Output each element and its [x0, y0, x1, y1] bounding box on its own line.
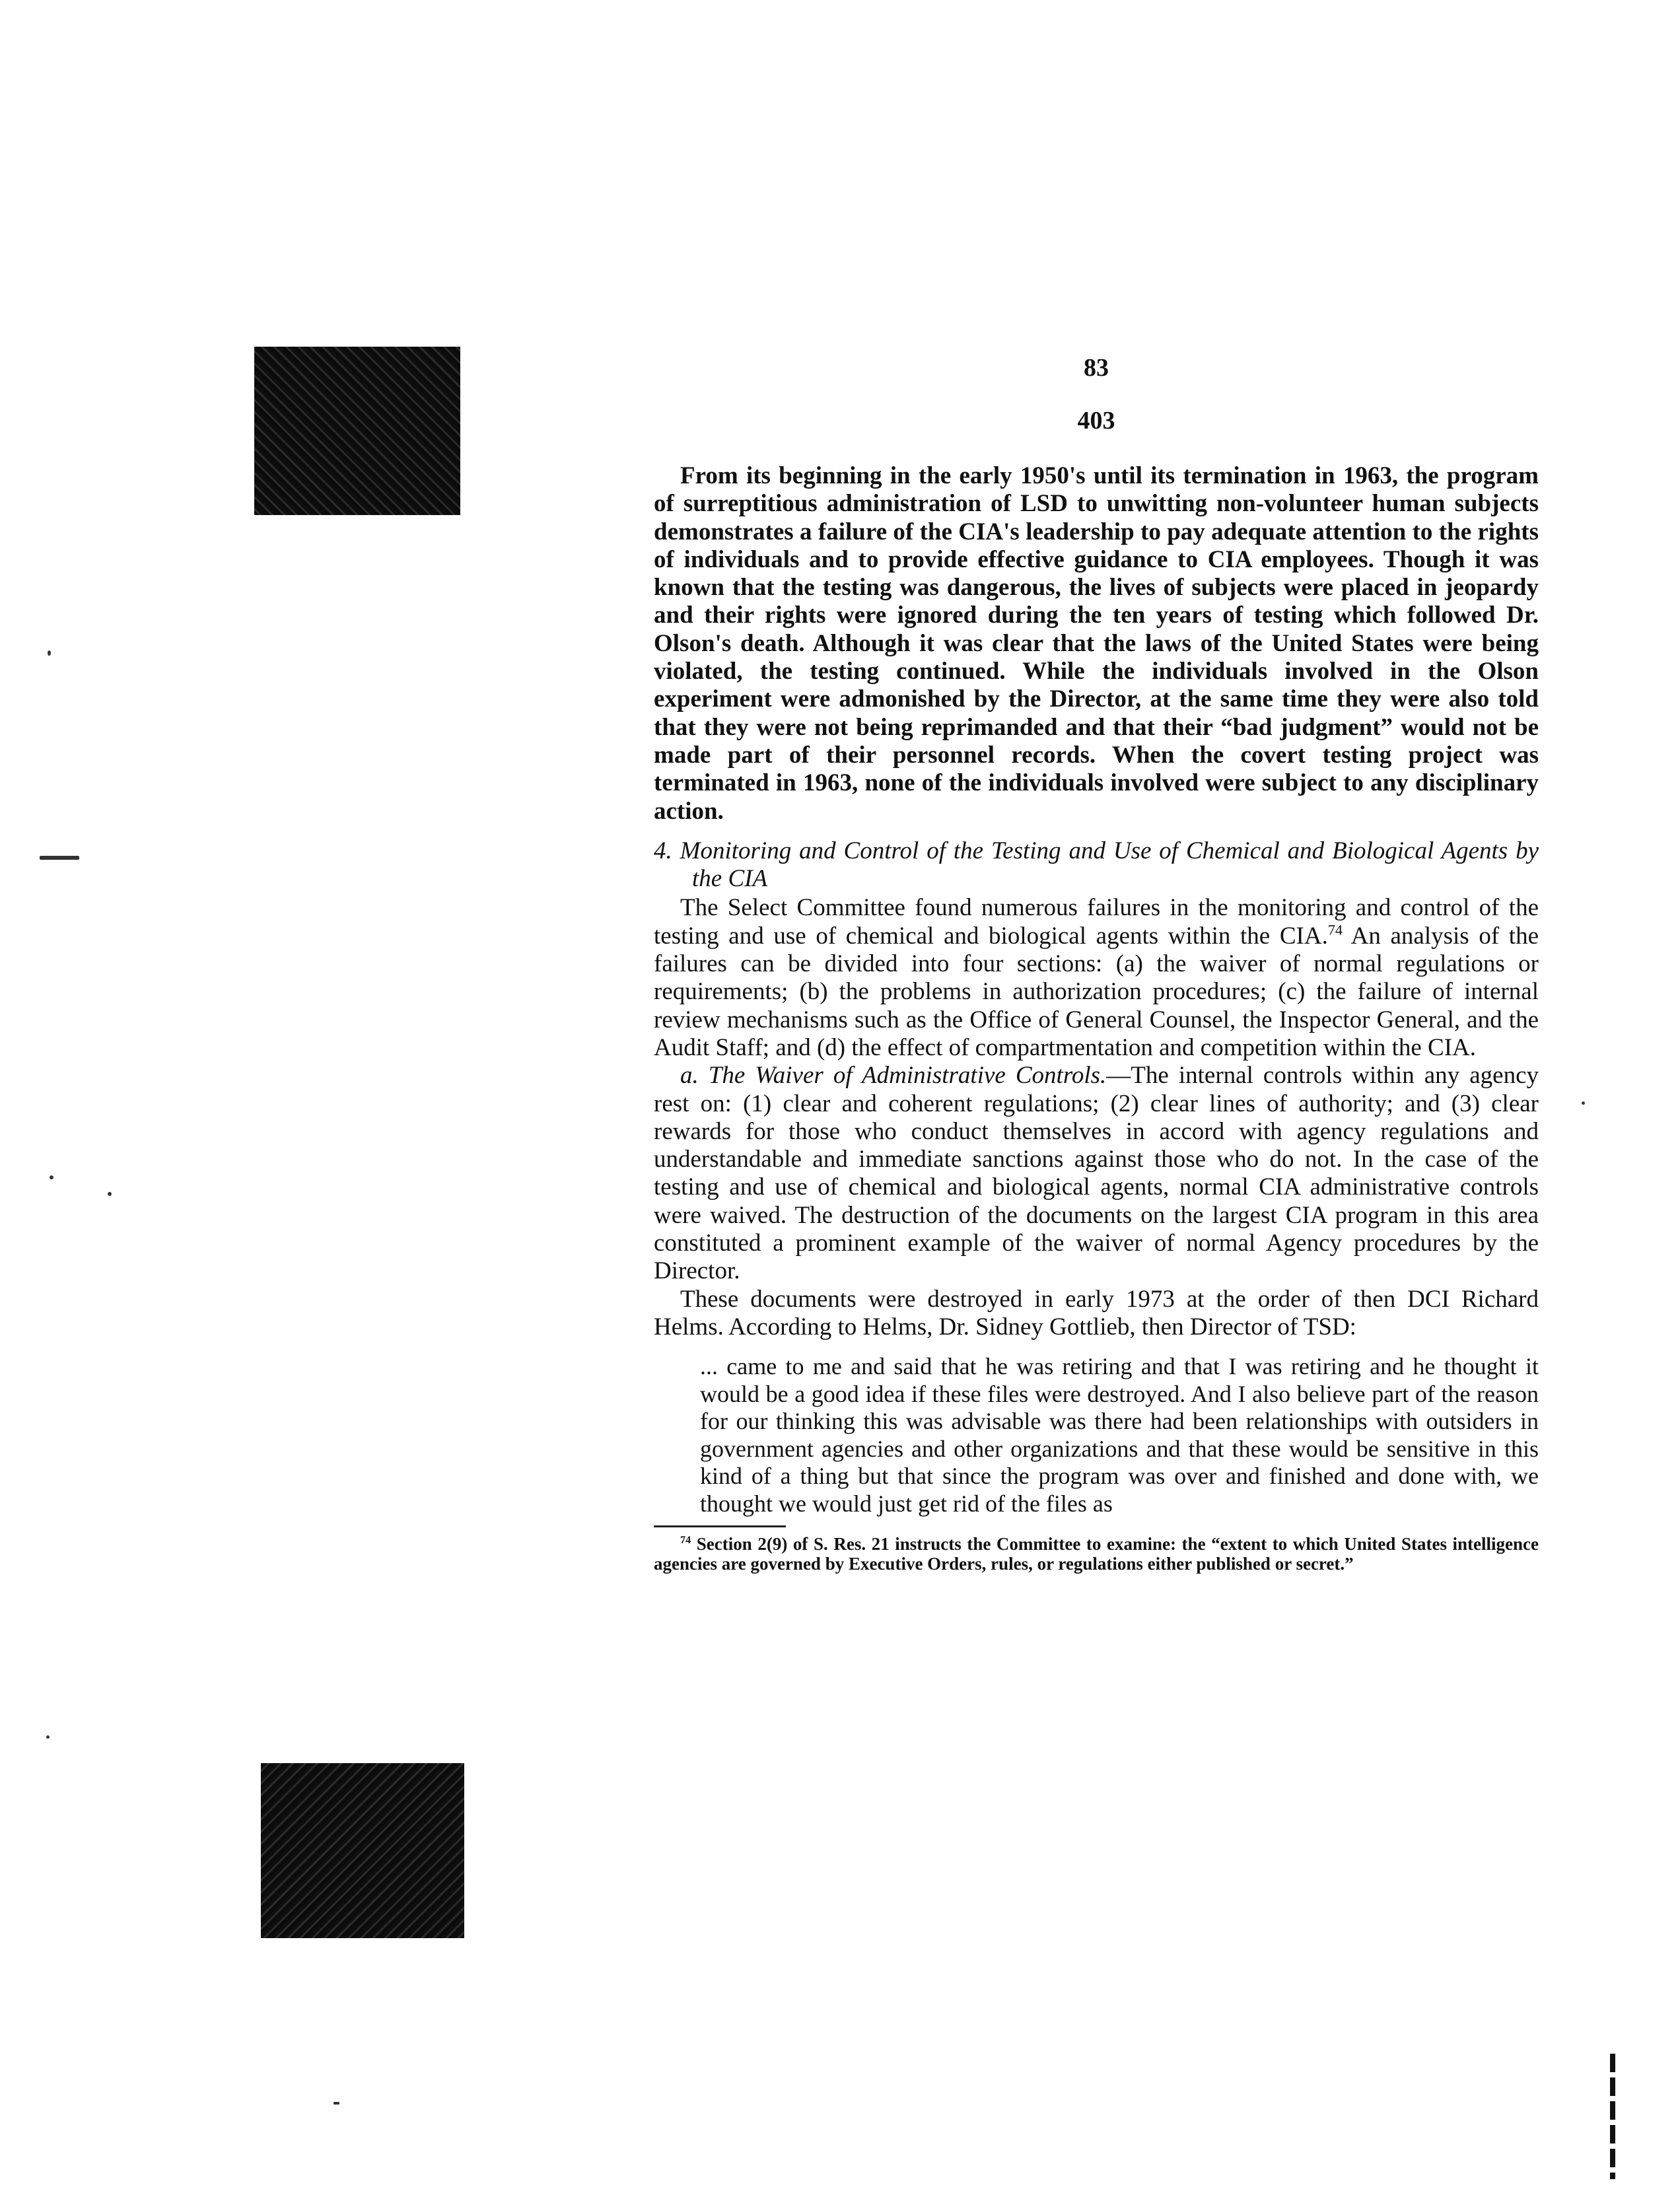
committee-paragraph-text-before: The Select Committee found numerous failures in the monitoring and control of the testing and use of chemical and biological agents within the CIA. [654, 894, 1539, 950]
binding-edge-mark [1610, 2054, 1615, 2179]
scan-hole-mark-bottom [261, 1763, 464, 1938]
scan-speck [46, 1735, 50, 1739]
waiver-subheading: a. The Waiver of Administrative Controls. [680, 1062, 1107, 1090]
footnote-marker: 74 [680, 1534, 691, 1547]
main-text-column [654, 462, 1539, 1574]
scan-hole-mark-top [254, 347, 460, 515]
intro-paragraph: From its beginning in the early 1950's until its termination in 1963, the program of surreptitious administration of LSD to unwitting non-volunteer human subjects demonstrates a failure of the CIA's leadership to pay adequate attention to the rights of individuals and to provide effective guidance to CIA employees. Though it was known that the testing was dangerous, the lives of subjects were placed in jeopardy and their rights were ignored during the ten years of testing which followed Dr. Olson's death. Although it was clear that the laws of the United States were being violated, the testing continued. While the individuals involved in the Olson experiment were admonished by the Director, at the same time they were also told that they were not being reprimanded and that their “bad judgment” would not be made part of their personnel records. When the covert testing project was terminated in 1963, none of the individuals involved were subject to any disciplinary action. [654, 462, 1539, 825]
page-number-secondary: 403 [1077, 407, 1115, 435]
scan-speck [40, 856, 79, 860]
footnote-text: Section 2(9) of S. Res. 21 instructs the Committee to examine: the “extent to which United States intelligence agencies are governed by Executive Orders, rules, or regulations either published or secret.” [654, 1534, 1539, 1574]
committee-paragraph [654, 894, 1539, 1062]
scan-speck [50, 1175, 53, 1179]
scan-speck [48, 650, 51, 656]
page-number-primary: 83 [1084, 354, 1109, 382]
committee-paragraph-text-after: An analysis of the failures can be divided into four sections: (a) the waiver of normal regulations or requirements; (b) the problems in authorization procedures; (c) the failure of internal review mechanisms such as the Office of General Counsel, the Inspector General, and the Audit Staff; and (d) the effect of compartmentation and competition within the CIA. [654, 922, 1539, 1061]
footnote [654, 1534, 1539, 1574]
scan-speck [333, 2102, 339, 2105]
waiver-paragraph [654, 1062, 1539, 1285]
scan-speck [1582, 1101, 1585, 1105]
scan-speck [108, 1192, 112, 1196]
documents-paragraph: These documents were destroyed in early 1973 at the order of then DCI Richard Helms. According to Helms, Dr. Sidney Gottlieb, then Director of TSD: [654, 1285, 1539, 1341]
waiver-paragraph-text: —The internal controls within any agency rest on: (1) clear and coherent regulations; (2) clear lines of authority; and (3) clear rewards for those who conduct themselves in accord with agency regulations and understandable and immediate sanctions against those who do not. In the case of the testing and use of chemical and biological agents, normal CIA administrative controls were waived. The destruction of the documents on the largest CIA program in this area constituted a prominent example of the waiver of normal Agency procedures by the Director. [654, 1062, 1539, 1285]
footnote-reference: 74 [1327, 921, 1343, 938]
section-heading: 4. Monitoring and Control of the Testing and Use of Chemical and Biological Agents by the CIA [654, 837, 1539, 893]
footnote-divider [654, 1525, 786, 1527]
helms-testimony-quote: ... came to me and said that he was retiring and that I was retiring and he thought it would be a good idea if these files were destroyed. And I also believe part of the reason for our thinking this was advisable was there had been relationships with outsiders in government agencies and other organizations and that these would be sensitive in this kind of a thing but that since the program was over and finished and done with, we thought we would just get rid of the files as [700, 1353, 1539, 1517]
